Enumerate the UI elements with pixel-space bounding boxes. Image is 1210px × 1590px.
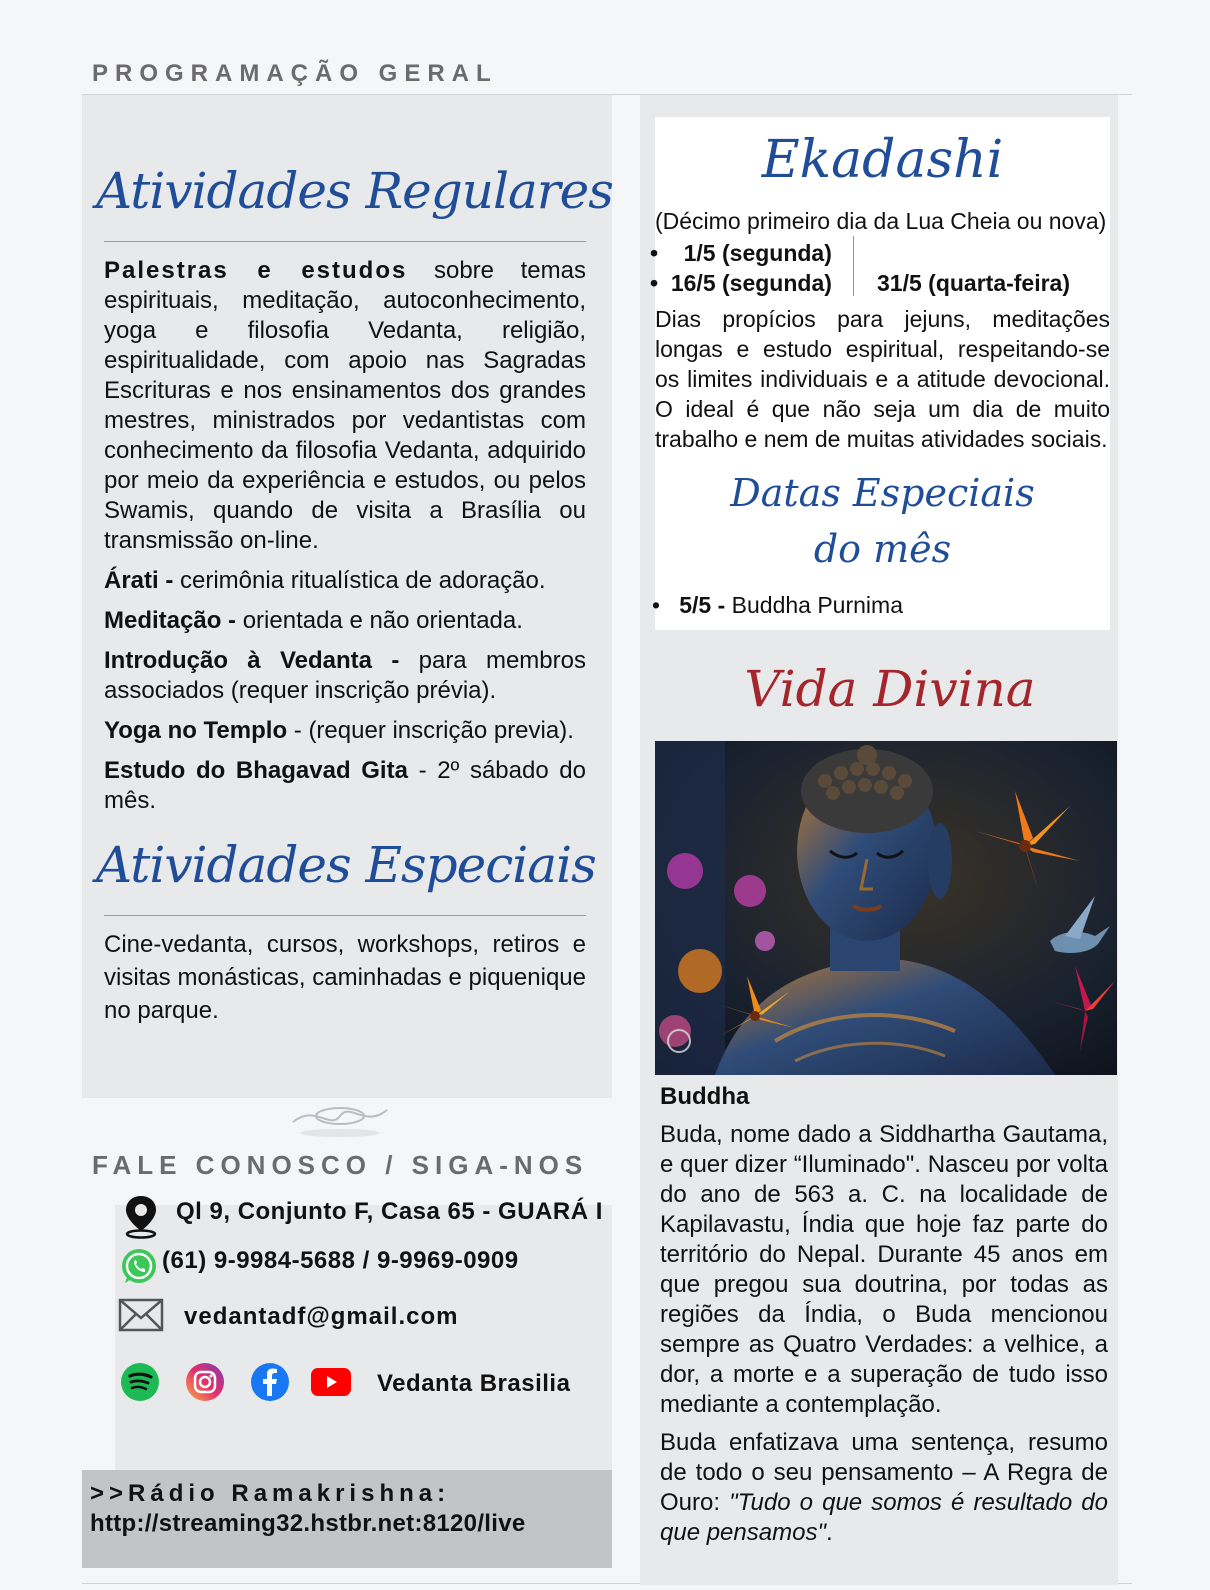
ekadashi-title: Ekadashi (761, 130, 1004, 190)
ekadashi-date-1: • 1/5 (segunda) (650, 240, 832, 266)
address-text: Ql 9, Conjunto F, Casa 65 - GUARÁ I (176, 1198, 603, 1225)
buddha-p2-text: Buda enfatizava uma sentença, resumo de todo o seu pensamento – A Regra de Ouro: (660, 1429, 1108, 1516)
yoga-paragraph (104, 716, 586, 746)
radio-url-link[interactable]: http://streaming32.hstbr.net:8120/live (90, 1510, 526, 1537)
special-activities-title: Atividades Especiais (96, 836, 596, 894)
radio-label: >>Rádio Ramakrishna: (90, 1480, 451, 1507)
palestras-label: Palestras e estudos (104, 257, 408, 284)
gita-text: - 2º sábado do mês. (104, 757, 587, 814)
meditacao-label: Meditação - (104, 607, 237, 634)
instagram-icon[interactable] (185, 1362, 225, 1402)
ekadashi-description: Dias propícios para jejuns, meditações longas e estudo espiritual, respeitando-se os limites individuais e a atitude devocional. O ideal é que não seja um dia de muito trabalho e nem de muitas atividades sociais. (655, 306, 1110, 452)
yoga-label: Yoga no Templo (104, 717, 288, 744)
phone-text[interactable]: (61) 9-9984-5688 / 9-9969-0909 (162, 1247, 519, 1274)
special-dates-title-line2: do mês (813, 527, 952, 571)
email-link[interactable]: vedantadf@gmail.com (184, 1303, 459, 1330)
special-dates-title-line1: Datas Especiais (730, 471, 1035, 515)
title-rule (104, 241, 586, 242)
special-date-text: Buddha Purnima (725, 592, 903, 618)
title-rule-2 (104, 915, 586, 916)
vida-divina-title: Vida Divina (744, 660, 1036, 718)
contact-box (115, 1205, 612, 1470)
mail-icon (118, 1298, 164, 1332)
social-name[interactable]: Vedanta Brasilia (377, 1370, 571, 1397)
location-pin-icon (121, 1193, 161, 1239)
buddha-quote: "Tudo o que somos é resultado do que pensamos" (660, 1489, 1108, 1546)
page-header: PROGRAMAÇÃO GERAL (92, 60, 498, 87)
facebook-icon[interactable] (250, 1362, 290, 1402)
gita-paragraph (104, 756, 586, 816)
intro-label: Introdução à Vedanta - (104, 647, 400, 674)
palestras-text: sobre temas espirituais, meditação, autoconhecimento, yoga e filosofia Vedanta, religião, espiritualidade, com apoio nas Sagradas Escrituras e nos ensinamentos dos grandes mestres, ministrados por vedantistas com conhecimento da filosofia Vedanta, adquirido por meio da experiência e estudos, ou pelos Swamis, quando de visita a Brasília ou transmissão on-line. (104, 257, 586, 554)
contact-title: FALE CONOSCO / SIGA-NOS (92, 1150, 589, 1180)
date-2-text: 16/5 (segunda) (670, 270, 832, 296)
arati-paragraph (104, 566, 586, 596)
intro-paragraph (104, 646, 586, 706)
buddha-paragraph-1: Buda, nome dado a Siddhartha Gautama, e quer dizer “Iluminado". Nasceu por volta do ano de 563 a. C. na localidade de Kapilavastu, Índia que hoje faz parte do território do Nepal. Durante 45 anos em que pregou sua doutrina, por todas as regiões da Índia, o Buda mencionou sempre as Quatro Verdades: a velhice, a dor, a morte e a superação de tudo isso mediante a contemplação. (660, 1121, 1108, 1418)
meditacao-paragraph (104, 606, 586, 636)
arati-label: Árati - (104, 567, 174, 594)
ekadashi-subtitle: (Décimo primeiro dia da Lua Cheia ou nova) (655, 208, 1107, 234)
ekadashi-date-3: 31/5 (quarta-feira) (877, 270, 1071, 296)
regular-activities-title: Atividades Regulares (96, 162, 613, 220)
date-column-divider (853, 236, 854, 296)
special-dates-title (655, 465, 1110, 577)
ornament-icon (285, 1100, 395, 1142)
special-activities-text: Cine-vedanta, cursos, workshops, retiros e visitas monásticas, caminhadas e piquenique no parque. (104, 931, 586, 1024)
gita-label: Estudo do Bhagavad Gita (104, 757, 408, 784)
arati-text: cerimônia ritualística de adoração. (173, 567, 546, 594)
whatsapp-icon[interactable] (119, 1247, 159, 1287)
buddha-text (660, 1120, 1108, 1548)
meditacao-text: orientada e não orientada. (236, 607, 523, 634)
special-date-label: 5/5 - (679, 592, 726, 618)
ekadashi-date-2: • 16/5 (segunda) (650, 270, 832, 296)
buddha-heading: Buddha (660, 1083, 750, 1110)
palestras-paragraph (104, 256, 586, 556)
special-date-item: • 5/5 - Buddha Purnima (652, 592, 903, 618)
spotify-icon[interactable] (120, 1362, 160, 1402)
youtube-icon[interactable] (310, 1367, 352, 1397)
regular-activities-text (104, 256, 586, 826)
yoga-text: - (requer inscrição previa). (287, 717, 574, 744)
buddha-p2-end: . (825, 1519, 833, 1546)
intro-text: para membros associados (requer inscrição prévia). (104, 647, 586, 704)
buddha-paragraph-2 (660, 1428, 1108, 1548)
date-1-text: 1/5 (segunda) (683, 240, 832, 266)
buddha-image (655, 741, 1117, 1075)
